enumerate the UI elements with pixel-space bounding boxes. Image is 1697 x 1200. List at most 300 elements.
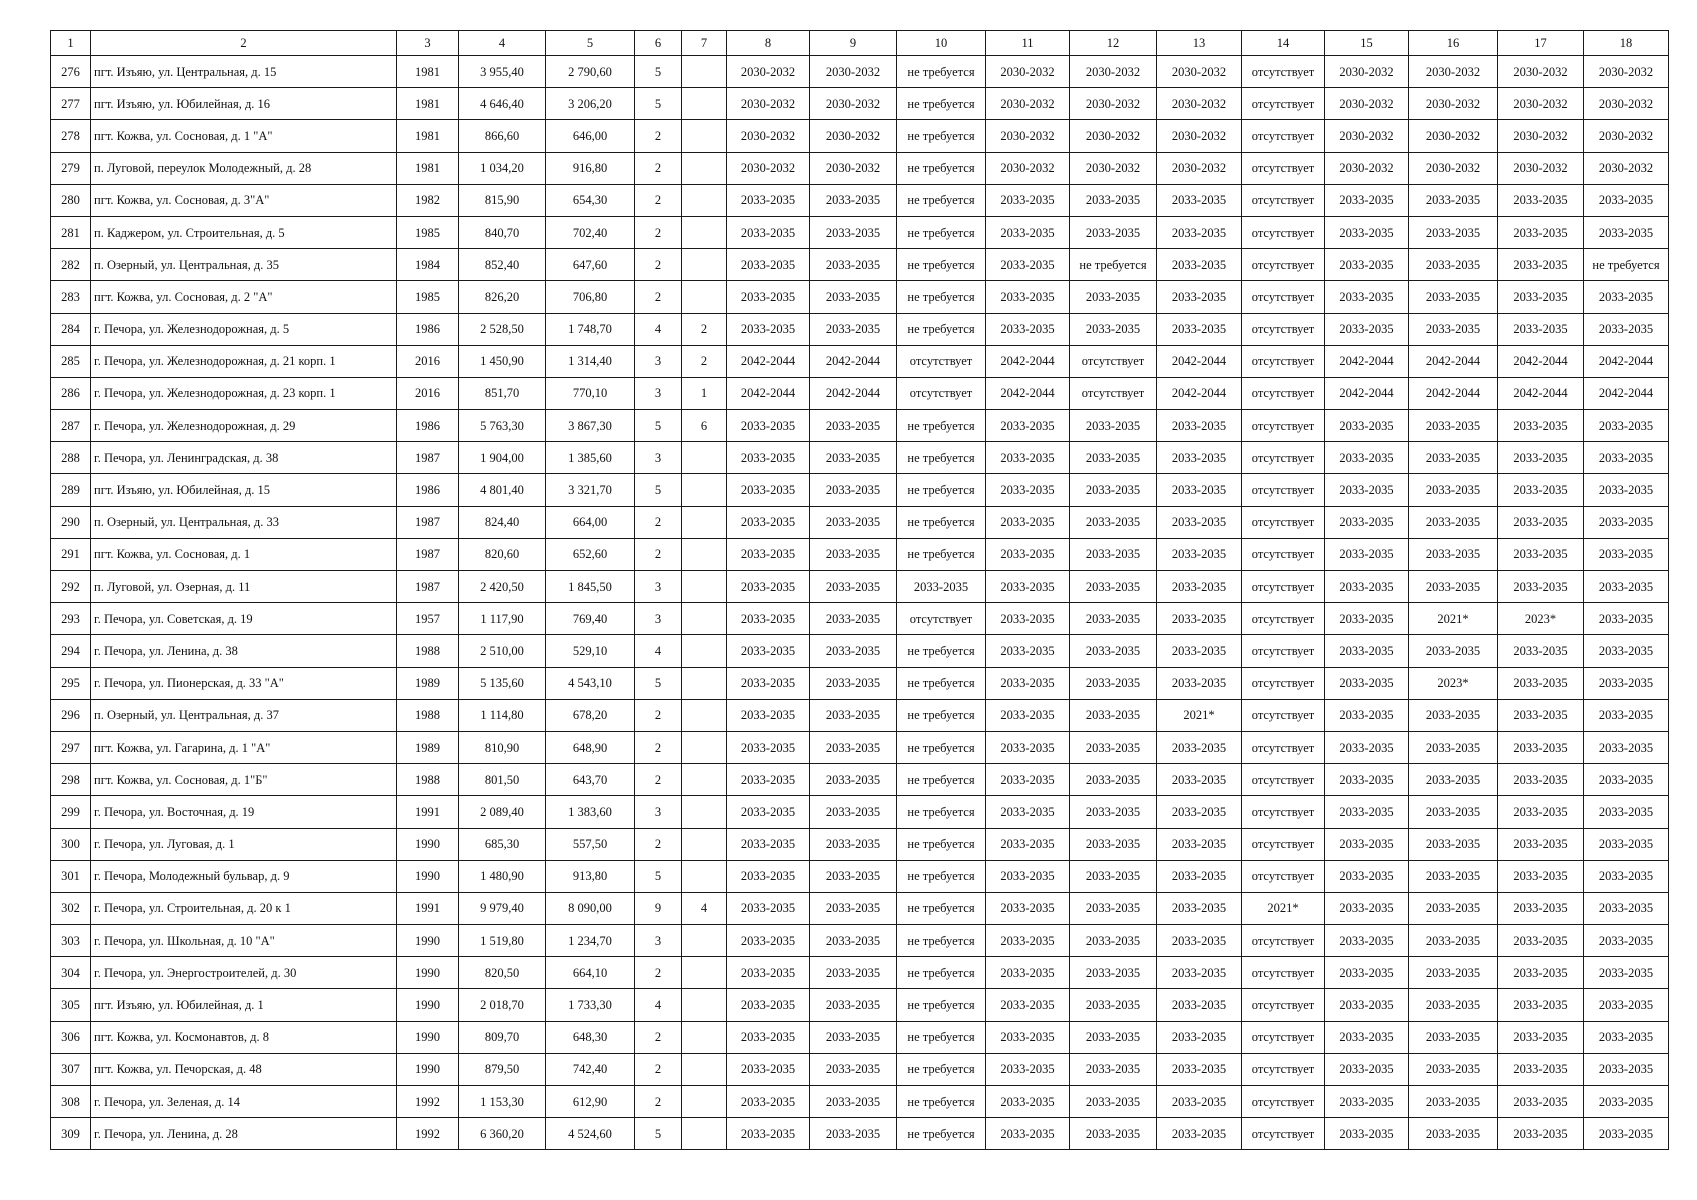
table-cell: 3: [635, 377, 682, 409]
table-cell: 2042-2044: [810, 345, 897, 377]
table-cell: 678,20: [546, 699, 635, 731]
table-cell: 2033-2035: [1498, 667, 1584, 699]
table-cell: 2033-2035: [1325, 571, 1409, 603]
table-cell: не требуется: [897, 506, 986, 538]
table-cell: 2033-2035: [1070, 216, 1157, 248]
table-cell: 2033-2035: [1325, 989, 1409, 1021]
table-cell: 2033-2035: [1584, 667, 1669, 699]
table-cell: 2: [682, 313, 727, 345]
table-cell: 1981: [397, 120, 459, 152]
table-cell: 2033-2035: [986, 731, 1070, 763]
table-cell: 2030-2032: [986, 56, 1070, 88]
table-cell: 1 385,60: [546, 442, 635, 474]
table-cell: 2033-2035: [986, 828, 1070, 860]
table-cell: 2042-2044: [727, 377, 810, 409]
table-cell: 2042-2044: [810, 377, 897, 409]
table-cell: не требуется: [897, 442, 986, 474]
table-cell: не требуется: [897, 56, 986, 88]
table-cell: 2030-2032: [1584, 56, 1669, 88]
table-cell: 2: [635, 1053, 682, 1085]
table-cell: 2033-2035: [810, 731, 897, 763]
table-cell: 2033-2035: [1584, 538, 1669, 570]
table-cell: не требуется: [1070, 249, 1157, 281]
table-cell: отсутствует: [1242, 249, 1325, 281]
table-cell: 2033-2035: [1584, 603, 1669, 635]
table-cell: 2033-2035: [1325, 249, 1409, 281]
table-cell: 770,10: [546, 377, 635, 409]
table-cell: 2033-2035: [1498, 313, 1584, 345]
row-number-cell: 285: [51, 345, 91, 377]
table-cell: 2033-2035: [1584, 1086, 1669, 1118]
row-number-cell: 281: [51, 216, 91, 248]
table-cell: 2033-2035: [810, 249, 897, 281]
table-row: [51, 925, 1669, 957]
table-cell: не требуется: [897, 796, 986, 828]
table-cell: 2033-2035: [810, 281, 897, 313]
address-cell: г. Печора, ул. Восточная, д. 19: [91, 796, 397, 828]
table-cell: 2030-2032: [727, 120, 810, 152]
address-cell: пгт. Кожва, ул. Печорская, д. 48: [91, 1053, 397, 1085]
address-cell: пгт. Кожва, ул. Гагарина, д. 1 "А": [91, 731, 397, 763]
table-cell: отсутствует: [1242, 56, 1325, 88]
table-cell: отсутствует: [1242, 764, 1325, 796]
table-cell: 2033-2035: [1584, 860, 1669, 892]
table-cell: 1988: [397, 699, 459, 731]
address-cell: г. Печора, ул. Ленина, д. 28: [91, 1118, 397, 1150]
table-cell: 1988: [397, 635, 459, 667]
table-cell: 2033-2035: [1409, 249, 1498, 281]
table-cell: 2033-2035: [986, 892, 1070, 924]
table-cell: отсутствует: [1242, 989, 1325, 1021]
table-cell: 2033-2035: [1070, 989, 1157, 1021]
table-row: [51, 989, 1669, 1021]
row-number-cell: 296: [51, 699, 91, 731]
table-cell: 1957: [397, 603, 459, 635]
table-cell: 2033-2035: [1070, 731, 1157, 763]
table-cell: не требуется: [897, 410, 986, 442]
table-cell: 2033-2035: [727, 731, 810, 763]
table-cell: [682, 1118, 727, 1150]
table-cell: 2033-2035: [986, 635, 1070, 667]
table-cell: 529,10: [546, 635, 635, 667]
table-cell: отсутствует: [1242, 667, 1325, 699]
table-cell: 3 206,20: [546, 88, 635, 120]
table-cell: 2033-2035: [1498, 925, 1584, 957]
row-number-cell: 282: [51, 249, 91, 281]
table-cell: 5: [635, 667, 682, 699]
table-cell: 2033-2035: [1325, 1021, 1409, 1053]
table-cell: 2033-2035: [1409, 1118, 1498, 1150]
column-number-9: 9: [810, 31, 897, 56]
table-cell: [682, 828, 727, 860]
table-cell: 2033-2035: [1157, 828, 1242, 860]
table-cell: 2033-2035: [1157, 474, 1242, 506]
table-cell: 2030-2032: [810, 120, 897, 152]
table-cell: 2033-2035: [1498, 184, 1584, 216]
table-cell: 1 519,80: [459, 925, 546, 957]
table-cell: 2030-2032: [1325, 120, 1409, 152]
address-cell: пгт. Кожва, ул. Сосновая, д. 3"А": [91, 184, 397, 216]
table-cell: 2033-2035: [1157, 538, 1242, 570]
table-cell: 2033-2035: [986, 249, 1070, 281]
table-cell: 2033-2035: [1584, 184, 1669, 216]
table-cell: 2033-2035: [727, 538, 810, 570]
table-row: [51, 828, 1669, 860]
table-cell: 2033-2035: [1409, 410, 1498, 442]
table-cell: 4: [635, 635, 682, 667]
table-cell: не требуется: [897, 538, 986, 570]
table-cell: [682, 152, 727, 184]
table-cell: 2033-2035: [986, 1086, 1070, 1118]
address-cell: г. Печора, ул. Железнодорожная, д. 21 корп. 1: [91, 345, 397, 377]
table-cell: 2033-2035: [727, 281, 810, 313]
table-cell: 664,10: [546, 957, 635, 989]
table-cell: 2033-2035: [1498, 860, 1584, 892]
table-cell: 2033-2035: [1325, 442, 1409, 474]
table-cell: 2033-2035: [727, 635, 810, 667]
table-cell: отсутствует: [897, 377, 986, 409]
address-cell: пгт. Изъяю, ул. Юбилейная, д. 1: [91, 989, 397, 1021]
table-cell: 1981: [397, 56, 459, 88]
table-cell: 2021*: [1242, 892, 1325, 924]
table-cell: 2033-2035: [1584, 313, 1669, 345]
row-number-cell: 301: [51, 860, 91, 892]
table-cell: отсутствует: [1242, 860, 1325, 892]
table-cell: 2042-2044: [1409, 345, 1498, 377]
table-cell: 820,60: [459, 538, 546, 570]
table-cell: 2033-2035: [727, 1021, 810, 1053]
table-cell: 2033-2035: [1325, 1118, 1409, 1150]
table-cell: 2042-2044: [1325, 345, 1409, 377]
table-cell: 2033-2035: [986, 699, 1070, 731]
row-number-cell: 307: [51, 1053, 91, 1085]
table-cell: 2033-2035: [1498, 957, 1584, 989]
table-cell: 2030-2032: [1584, 152, 1669, 184]
table-cell: 2033-2035: [1409, 699, 1498, 731]
table-cell: 2033-2035: [1409, 764, 1498, 796]
table-cell: 2033-2035: [727, 249, 810, 281]
table-cell: отсутствует: [897, 603, 986, 635]
table-cell: 2: [635, 249, 682, 281]
table-cell: 2033-2035: [1325, 281, 1409, 313]
table-cell: 1990: [397, 828, 459, 860]
table-cell: 2030-2032: [810, 56, 897, 88]
table-cell: не требуется: [897, 989, 986, 1021]
table-cell: 866,60: [459, 120, 546, 152]
table-cell: 2033-2035: [810, 860, 897, 892]
table-cell: 2030-2032: [1498, 152, 1584, 184]
table-cell: отсутствует: [1242, 1118, 1325, 1150]
table-cell: 2033-2035: [1070, 538, 1157, 570]
table-cell: 5: [635, 1118, 682, 1150]
row-number-cell: 289: [51, 474, 91, 506]
table-cell: 2: [635, 184, 682, 216]
row-number-cell: 278: [51, 120, 91, 152]
table-cell: 2033-2035: [1498, 828, 1584, 860]
table-cell: 2033-2035: [1409, 571, 1498, 603]
table-cell: 1985: [397, 281, 459, 313]
table-cell: 2033-2035: [986, 603, 1070, 635]
table-row: [51, 184, 1669, 216]
table-cell: 2033-2035: [810, 1053, 897, 1085]
table-cell: 5 763,30: [459, 410, 546, 442]
table-cell: 2: [635, 957, 682, 989]
table-cell: 2033-2035: [810, 699, 897, 731]
table-cell: 2042-2044: [727, 345, 810, 377]
row-number-cell: 309: [51, 1118, 91, 1150]
table-cell: 2: [635, 152, 682, 184]
table-cell: 1988: [397, 764, 459, 796]
table-cell: 2033-2035: [1498, 1086, 1584, 1118]
table-cell: 2033-2035: [1584, 474, 1669, 506]
table-cell: 2033-2035: [1070, 1086, 1157, 1118]
table-cell: 2033-2035: [810, 957, 897, 989]
table-cell: не требуется: [897, 764, 986, 796]
table-cell: 810,90: [459, 731, 546, 763]
table-cell: 652,60: [546, 538, 635, 570]
table-cell: 1986: [397, 313, 459, 345]
table-cell: 1981: [397, 152, 459, 184]
table-cell: 5 135,60: [459, 667, 546, 699]
address-cell: пгт. Изъяю, ул. Юбилейная, д. 15: [91, 474, 397, 506]
table-cell: не требуется: [897, 249, 986, 281]
table-row: [51, 152, 1669, 184]
table-row: [51, 249, 1669, 281]
table-cell: 2033-2035: [810, 764, 897, 796]
table-cell: 2033-2035: [1325, 538, 1409, 570]
table-cell: 2033-2035: [1498, 216, 1584, 248]
table-row: [51, 410, 1669, 442]
table-cell: 2033-2035: [1325, 860, 1409, 892]
column-number-13: 13: [1157, 31, 1242, 56]
table-cell: 2: [635, 699, 682, 731]
table-cell: 2033-2035: [986, 474, 1070, 506]
table-cell: не требуется: [897, 152, 986, 184]
table-cell: 2033-2035: [1325, 892, 1409, 924]
table-cell: 685,30: [459, 828, 546, 860]
address-cell: г. Печора, ул. Советская, д. 19: [91, 603, 397, 635]
table-cell: 2033-2035: [1498, 764, 1584, 796]
table-cell: 1 383,60: [546, 796, 635, 828]
table-cell: 2033-2035: [1409, 796, 1498, 828]
address-cell: пгт. Изъяю, ул. Центральная, д. 15: [91, 56, 397, 88]
table-cell: 643,70: [546, 764, 635, 796]
table-cell: 1990: [397, 1021, 459, 1053]
table-cell: отсутствует: [1242, 345, 1325, 377]
table-cell: 2033-2035: [1157, 249, 1242, 281]
table-row: [51, 120, 1669, 152]
table-cell: 3 321,70: [546, 474, 635, 506]
table-cell: 2033-2035: [727, 313, 810, 345]
table-cell: не требуется: [897, 1053, 986, 1085]
table-cell: 2033-2035: [810, 410, 897, 442]
table-cell: 1 153,30: [459, 1086, 546, 1118]
table-cell: 2033-2035: [897, 571, 986, 603]
table-cell: 801,50: [459, 764, 546, 796]
table-cell: 647,60: [546, 249, 635, 281]
table-cell: 2033-2035: [727, 571, 810, 603]
table-cell: [682, 699, 727, 731]
address-cell: п. Озерный, ул. Центральная, д. 33: [91, 506, 397, 538]
table-cell: 2033-2035: [810, 474, 897, 506]
table-cell: 2033-2035: [1070, 1053, 1157, 1085]
table-cell: 1989: [397, 667, 459, 699]
row-number-cell: 286: [51, 377, 91, 409]
table-cell: 2023*: [1498, 603, 1584, 635]
table-cell: 4: [635, 989, 682, 1021]
table-cell: 2: [635, 764, 682, 796]
table-cell: 2033-2035: [1409, 925, 1498, 957]
table-cell: 2033-2035: [1498, 1053, 1584, 1085]
table-cell: 2033-2035: [810, 1118, 897, 1150]
table-cell: отсутствует: [1242, 1021, 1325, 1053]
table-cell: 2: [635, 281, 682, 313]
table-cell: отсутствует: [1242, 571, 1325, 603]
table-cell: 2033-2035: [1157, 989, 1242, 1021]
table-cell: отсутствует: [1242, 410, 1325, 442]
table-cell: 1 450,90: [459, 345, 546, 377]
table-cell: 824,40: [459, 506, 546, 538]
address-cell: г. Печора, Молодежный бульвар, д. 9: [91, 860, 397, 892]
row-number-cell: 306: [51, 1021, 91, 1053]
table-cell: 2033-2035: [1070, 828, 1157, 860]
table-cell: не требуется: [897, 216, 986, 248]
table-cell: [682, 120, 727, 152]
table-cell: 2016: [397, 345, 459, 377]
table-cell: 2042-2044: [1498, 345, 1584, 377]
table-cell: 2030-2032: [1070, 120, 1157, 152]
table-cell: 1991: [397, 796, 459, 828]
table-cell: 2033-2035: [1498, 1118, 1584, 1150]
table-cell: 2030-2032: [1157, 152, 1242, 184]
table-cell: 2033-2035: [1325, 957, 1409, 989]
table-cell: 2042-2044: [1325, 377, 1409, 409]
table-cell: [682, 603, 727, 635]
table-cell: 2030-2032: [986, 88, 1070, 120]
table-cell: 2033-2035: [1157, 571, 1242, 603]
table-cell: 2033-2035: [810, 1021, 897, 1053]
table-cell: 1990: [397, 925, 459, 957]
table-cell: [682, 281, 727, 313]
table-cell: 2033-2035: [1584, 442, 1669, 474]
table-cell: 2033-2035: [1409, 1021, 1498, 1053]
row-number-cell: 294: [51, 635, 91, 667]
table-row: [51, 88, 1669, 120]
table-row: [51, 764, 1669, 796]
table-cell: 2033-2035: [727, 216, 810, 248]
table-cell: 2033-2035: [727, 603, 810, 635]
table-row: [51, 667, 1669, 699]
table-cell: 2033-2035: [1157, 506, 1242, 538]
table-cell: 6 360,20: [459, 1118, 546, 1150]
table-cell: 2033-2035: [810, 506, 897, 538]
address-cell: г. Печора, ул. Ленинградская, д. 38: [91, 442, 397, 474]
table-cell: 2033-2035: [1498, 281, 1584, 313]
table-cell: 2033-2035: [1409, 1086, 1498, 1118]
table-cell: не требуется: [897, 731, 986, 763]
table-cell: 9: [635, 892, 682, 924]
table-cell: 2042-2044: [1584, 345, 1669, 377]
address-cell: г. Печора, ул. Железнодорожная, д. 23 корп. 1: [91, 377, 397, 409]
table-row: [51, 442, 1669, 474]
table-cell: 2033-2035: [1157, 410, 1242, 442]
table-cell: 769,40: [546, 603, 635, 635]
table-cell: 1987: [397, 506, 459, 538]
table-cell: отсутствует: [1242, 796, 1325, 828]
address-cell: пгт. Кожва, ул. Космонавтов, д. 8: [91, 1021, 397, 1053]
table-cell: отсутствует: [1242, 957, 1325, 989]
table-cell: [682, 474, 727, 506]
table-row: [51, 506, 1669, 538]
table-cell: 2033-2035: [1157, 184, 1242, 216]
column-number-12: 12: [1070, 31, 1157, 56]
table-row: [51, 377, 1669, 409]
table-cell: 1: [682, 377, 727, 409]
column-number-16: 16: [1409, 31, 1498, 56]
table-cell: 2030-2032: [810, 152, 897, 184]
table-cell: [682, 957, 727, 989]
address-cell: г. Печора, ул. Строительная, д. 20 к 1: [91, 892, 397, 924]
table-cell: 654,30: [546, 184, 635, 216]
table-cell: 2033-2035: [1584, 410, 1669, 442]
table-cell: 2033-2035: [986, 216, 1070, 248]
table-cell: 2: [635, 731, 682, 763]
table-cell: 2 790,60: [546, 56, 635, 88]
table-cell: 2033-2035: [1157, 281, 1242, 313]
table-cell: 913,80: [546, 860, 635, 892]
table-cell: 2030-2032: [1584, 88, 1669, 120]
address-cell: г. Печора, ул. Ленина, д. 38: [91, 635, 397, 667]
table-cell: 2: [635, 120, 682, 152]
table-cell: отсутствует: [1242, 506, 1325, 538]
table-cell: 2033-2035: [1070, 764, 1157, 796]
table-cell: 2033-2035: [810, 538, 897, 570]
table-cell: 2033-2035: [727, 1086, 810, 1118]
table-cell: 1990: [397, 989, 459, 1021]
table-cell: 2033-2035: [986, 989, 1070, 1021]
table-cell: 2033-2035: [986, 1118, 1070, 1150]
table-cell: отсутствует: [1242, 88, 1325, 120]
address-cell: г. Печора, ул. Железнодорожная, д. 5: [91, 313, 397, 345]
table-cell: не требуется: [897, 828, 986, 860]
column-number-17: 17: [1498, 31, 1584, 56]
table-cell: 2033-2035: [1325, 184, 1409, 216]
table-cell: 2033-2035: [1498, 699, 1584, 731]
table-cell: отсутствует: [1242, 925, 1325, 957]
row-number-cell: 297: [51, 731, 91, 763]
table-cell: 2033-2035: [1070, 860, 1157, 892]
table-cell: 2033-2035: [986, 925, 1070, 957]
table-cell: 2033-2035: [1157, 1021, 1242, 1053]
table-cell: 2 018,70: [459, 989, 546, 1021]
table-cell: 6: [682, 410, 727, 442]
table-cell: не требуется: [897, 635, 986, 667]
table-row: [51, 731, 1669, 763]
table-cell: отсутствует: [1242, 1053, 1325, 1085]
table-cell: 2033-2035: [1498, 989, 1584, 1021]
table-cell: 2030-2032: [727, 56, 810, 88]
table-cell: 2033-2035: [1157, 957, 1242, 989]
table-cell: 2042-2044: [1584, 377, 1669, 409]
table-cell: не требуется: [897, 957, 986, 989]
table-cell: 2033-2035: [1070, 410, 1157, 442]
table-cell: 706,80: [546, 281, 635, 313]
table-cell: не требуется: [897, 313, 986, 345]
table-cell: [682, 860, 727, 892]
table-cell: 2042-2044: [1409, 377, 1498, 409]
row-number-cell: 279: [51, 152, 91, 184]
table-cell: 2033-2035: [1070, 281, 1157, 313]
